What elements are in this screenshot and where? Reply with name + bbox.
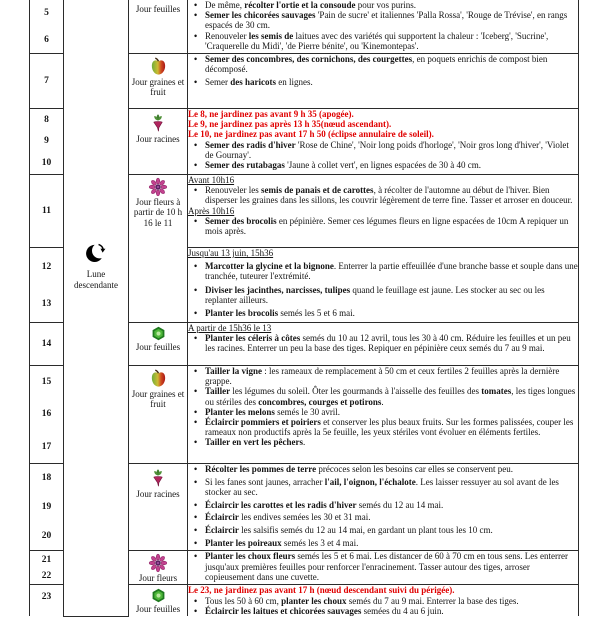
instruction-bullet — [188, 500, 578, 510]
bullet-marker-icon — [188, 417, 205, 437]
text-segment: , en poquets enrichis de compost bien décomposé. — [205, 54, 548, 75]
day-number-stack — [30, 323, 63, 365]
instruction-bullet — [188, 185, 578, 205]
moon-phase-label: Lune descendante — [74, 269, 118, 290]
text-segment: les salsifis semés du 12 au 14 mai, en gardant un plant tous les 10 cm. — [238, 525, 493, 536]
day-number: 21 — [41, 554, 52, 565]
instruction-bullet — [188, 366, 578, 386]
text-segment: concombres, courges et potirons — [258, 396, 382, 407]
time-heading — [188, 175, 578, 185]
day-number: 19 — [41, 501, 52, 512]
day-number-cell — [30, 248, 64, 323]
text-segment: Tailler — [205, 386, 231, 397]
day-number-cell — [30, 551, 64, 585]
instruction-bullet — [188, 216, 578, 236]
instruction-bullet — [188, 417, 578, 437]
text-segment: Marcotter la glycine et la bignone — [205, 261, 334, 272]
text-segment: des haricots — [230, 77, 276, 88]
text-segment: Après 10h16 — [188, 205, 235, 216]
radish-icon — [151, 112, 165, 133]
day-number-cell — [30, 323, 64, 366]
text-segment: Le 9, ne jardinez pas après 13 h 35(nœud ascendant). — [188, 119, 392, 130]
instruction-text — [205, 160, 578, 170]
calendar-section-row — [30, 0, 579, 54]
text-segment: Planter les melons — [205, 406, 275, 417]
text-segment: Tailler la vigne — [205, 366, 263, 376]
day-type-label: Jour graines et fruit — [131, 389, 185, 410]
instruction-text — [205, 31, 578, 51]
day-type-inner — [129, 551, 187, 583]
instructions-cell — [188, 175, 579, 248]
instruction-text — [205, 500, 578, 510]
text-segment: récolter l'ortie et la consoude — [244, 0, 356, 10]
instruction-bullet — [188, 437, 578, 447]
instruction-text — [205, 285, 578, 305]
day-type-inner — [129, 464, 187, 499]
text-segment: , à récolter de l'automne au début de l'hiver. Bien disperser les graines dans les sillons, les couvrir légèrement de terre fine. Tasser et arroser en douceur. — [205, 185, 573, 206]
instruction-text — [205, 464, 578, 474]
instruction-bullet — [188, 333, 578, 353]
bullet-marker-icon — [188, 464, 205, 474]
instruction-bullet — [188, 477, 578, 497]
instructions-cell — [188, 54, 579, 109]
day-type-inner — [129, 585, 187, 614]
day-number: 11 — [42, 206, 51, 216]
day-type-cell — [129, 464, 188, 551]
bullet-marker-icon — [188, 77, 205, 87]
bullet-marker-icon — [188, 54, 205, 74]
day-number: 6 — [44, 34, 49, 45]
text-segment: pour vos purins. — [355, 0, 417, 10]
day-number-cell — [30, 366, 64, 464]
text-segment: Planter les choux fleurs — [205, 551, 296, 562]
text-segment: . Enterrer la partie effeuillée d'une branche basse et souple dans une tranchée, tuteurer l'extrémité. — [205, 261, 578, 282]
text-segment: les endives semées les 30 et 31 mai. — [238, 512, 371, 523]
time-heading — [188, 206, 578, 216]
text-segment: semés du 10 au 12 avril, tous les 30 à 40 cm. Réduire les feuilles et un peu les racines. Enterrer un peu la base des tiges. Repiquer en pépinière ceux semés du 7 au 9 mai. — [205, 333, 571, 354]
day-type-label: Jour feuilles — [135, 604, 181, 615]
instruction-text — [205, 0, 578, 10]
day-number-stack — [30, 175, 63, 247]
bullet-marker-icon — [188, 407, 205, 417]
flower-icon — [149, 554, 167, 572]
text-segment: en pépinière. Semer ces légumes fleurs en ligne espacées de 10cm A repiquer un mois après. — [205, 215, 569, 237]
instruction-text — [205, 606, 578, 616]
instruction-text — [205, 185, 578, 205]
day-type-cell — [129, 366, 188, 464]
flower-icon — [149, 178, 167, 196]
instruction-text — [205, 386, 578, 406]
text-segment: planter les choux — [281, 595, 347, 606]
text-segment: Semer les chicorées sauvages — [205, 10, 316, 21]
bullet-marker-icon — [188, 0, 205, 10]
text-segment: l'ail, l'oignon, l'échalote — [324, 476, 416, 487]
radish-icon — [151, 467, 165, 488]
day-number: 18 — [41, 473, 52, 484]
bullet-marker-icon — [188, 308, 205, 318]
bullet-marker-icon — [188, 500, 205, 510]
day-number: 12 — [41, 261, 52, 272]
text-segment: 'Rose de Chine', 'Noir long poids d'horloge', 'Noir gros long d'hiver', 'Violet de Gournay'. — [205, 139, 569, 160]
instructions-cell — [188, 248, 579, 323]
bullet-marker-icon — [188, 596, 205, 606]
text-segment: Le 8, ne jardinez pas avant 9 h 35 (apogée). — [188, 109, 354, 119]
day-number-stack — [30, 248, 63, 322]
text-segment: Le 23, ne jardinez pas avant 17 h (nœud descendant suivi du périgée). — [188, 585, 455, 596]
instruction-bullet — [188, 10, 578, 30]
bullet-marker-icon — [188, 10, 205, 30]
day-number: 5 — [44, 8, 49, 19]
warning-line — [188, 109, 578, 119]
day-number: 10 — [41, 158, 52, 169]
bullet-marker-icon — [188, 140, 205, 160]
calendar-body — [30, 0, 579, 616]
instructions-cell — [188, 585, 579, 616]
text-segment: A partir de 15h36 le 13 — [188, 323, 272, 333]
apple-icon — [149, 57, 168, 76]
day-number: 9 — [44, 136, 49, 147]
text-segment: De même, — [205, 0, 245, 10]
warning-line — [188, 585, 578, 595]
warning-line — [188, 119, 578, 129]
text-segment: précoces selon les besoins car elles se conservent peu. — [316, 464, 514, 474]
instruction-bullet — [188, 261, 578, 281]
instruction-bullet — [188, 551, 578, 582]
text-segment: Semer des radis d'hiver — [205, 139, 296, 150]
text-segment: Semer des rutabagas — [205, 160, 285, 171]
text-segment: en lignes. — [276, 77, 313, 88]
bullet-marker-icon — [188, 538, 205, 548]
instruction-text — [205, 538, 578, 548]
instruction-bullet — [188, 596, 578, 606]
text-segment: Semer des concombres, des cornichons, des courgettes — [205, 54, 413, 64]
leaf-rosette-icon — [151, 326, 166, 341]
warning-line — [188, 129, 578, 139]
day-type-label: Jour fleurs à partir de 10 h 16 le 11 — [133, 197, 183, 228]
bullet-marker-icon — [188, 551, 205, 582]
day-number-cell — [30, 109, 64, 175]
instruction-text — [205, 417, 578, 437]
bullet-marker-icon — [188, 185, 205, 205]
day-number: 14 — [41, 339, 52, 349]
day-type-label: Jour racines — [136, 134, 180, 144]
text-segment: les légumes du soleil. Ôter les gourmands à l'aisselle des feuilles des — [230, 386, 482, 397]
day-type-label: Jour fleurs — [138, 573, 178, 584]
bullet-marker-icon — [188, 437, 205, 447]
instruction-bullet — [188, 54, 578, 74]
instruction-bullet — [188, 538, 578, 548]
bullet-marker-icon — [188, 477, 205, 497]
day-type-cell — [129, 109, 188, 175]
text-segment: tomates — [481, 386, 512, 397]
day-number: 7 — [44, 76, 49, 86]
text-segment: Planter les céleris à côtes — [205, 333, 301, 344]
day-number: 8 — [44, 114, 49, 125]
instruction-text — [205, 54, 578, 74]
text-segment: semés les 5 et 6 mai. Les distancer de 60 à 70 cm en tous sens. Les enterrer jusqu'aux premières feuilles pour renforcer l'enracinement. Tasser autour des tiges, arroser copieusement dans une cuvette. — [205, 551, 568, 582]
day-type-cell — [129, 323, 188, 366]
text-segment: et conserver les plus beaux fruits. Sur les formes palissées, couper les rameaux non productifs après la 5e feuille, les yeux stériles vont évoluer en éléments fertiles. — [205, 417, 574, 438]
bullet-marker-icon — [188, 261, 205, 281]
text-segment: 'Jaune à collet vert', en lignes espacées de 30 à 40 cm. — [284, 160, 482, 171]
instruction-bullet — [188, 525, 578, 535]
moon-block — [64, 242, 128, 290]
bullet-marker-icon — [188, 525, 205, 535]
text-segment: . Les laisser ressuyer au sol avant de les stocker au sec. — [205, 476, 559, 497]
instruction-text — [205, 437, 578, 447]
text-segment: Tous les 50 à 60 cm, — [205, 595, 282, 606]
text-segment: Éclaircir les carottes et les radis d'hiver — [205, 499, 357, 510]
text-segment: Semer — [205, 77, 231, 88]
instruction-text — [205, 512, 578, 522]
text-segment: . — [302, 437, 306, 448]
instruction-bullet — [188, 386, 578, 406]
day-number-stack — [30, 54, 63, 108]
day-number: 22 — [41, 571, 52, 582]
day-type-inner — [129, 366, 187, 410]
day-number-cell — [30, 464, 64, 551]
instruction-bullet — [188, 407, 578, 417]
text-segment: Éclaircir — [205, 525, 239, 536]
instruction-text — [205, 333, 578, 353]
text-segment: quand le feuillage est jaune. Les stocker au sec ou les replanter ailleurs. — [205, 284, 545, 305]
day-number-stack — [30, 464, 63, 550]
instruction-bullet — [188, 512, 578, 522]
bullet-marker-icon — [188, 366, 205, 386]
text-segment: Planter les poireaux — [205, 537, 282, 548]
text-segment: Le 10, ne jardinez pas avant 17 h 50 (éclipse annulaire de soleil). — [188, 129, 434, 140]
text-segment: Éclaircir les laitues et chicorées sauvages — [205, 605, 362, 616]
instructions-cell — [188, 366, 579, 464]
text-segment: Jusqu'au 13 juin, 15h36 — [188, 248, 274, 258]
instruction-text — [205, 216, 578, 236]
day-number-stack — [30, 109, 63, 174]
day-number-stack — [30, 551, 63, 584]
time-heading — [188, 323, 578, 333]
text-segment: Renouveler les — [205, 185, 261, 196]
day-number: 13 — [41, 298, 52, 309]
bullet-marker-icon — [188, 333, 205, 353]
day-number-cell — [30, 0, 64, 54]
instruction-bullet — [188, 464, 578, 474]
day-type-cell — [129, 0, 188, 54]
instructions-cell — [188, 0, 579, 54]
instruction-bullet — [188, 285, 578, 305]
instruction-bullet — [188, 140, 578, 160]
day-type-inner — [129, 109, 187, 144]
text-segment: 'Pain de sucre' et italiennes 'Palla Rossa', 'Rouge de Trévise', en rangs espacés de 30 cm. — [205, 10, 568, 31]
instruction-bullet — [188, 77, 578, 87]
text-segment: , les tiges longues ou stériles des — [205, 386, 576, 407]
bullet-marker-icon — [188, 216, 205, 236]
text-segment: Éclaircir — [205, 512, 239, 523]
instructions-cell — [188, 109, 579, 175]
instruction-text — [205, 366, 578, 386]
bullet-marker-icon — [188, 386, 205, 406]
day-type-label: Jour racines — [136, 489, 180, 499]
day-number: 20 — [41, 530, 52, 541]
text-segment: Si les fanes sont jaunes, arracher — [205, 476, 325, 487]
bullet-marker-icon — [188, 285, 205, 305]
day-number: 15 — [41, 377, 52, 388]
day-number-cell — [30, 54, 64, 109]
text-segment: Avant 10h16 — [188, 175, 235, 185]
time-heading — [188, 248, 578, 258]
day-number-stack — [30, 366, 63, 463]
text-segment: Récolter les pommes de terre — [205, 464, 317, 474]
instruction-bullet — [188, 160, 578, 170]
text-segment: Planter les brocolis — [205, 308, 279, 319]
day-type-cell — [129, 585, 188, 616]
bullet-marker-icon — [188, 31, 205, 51]
text-segment: . — [381, 396, 384, 407]
day-type-cell — [129, 175, 188, 323]
instruction-text — [205, 308, 578, 318]
text-segment: semées du 4 au 6 juin. — [361, 605, 444, 616]
text-segment: Tailler en vert les pêchers — [205, 437, 303, 448]
text-segment: semis de panais et de carottes — [260, 185, 374, 196]
instruction-text — [205, 525, 578, 535]
text-segment: laitues avec des variétés qui supportent la chaleur : 'Iceberg', 'Sucrine', 'Craquerelle du Midi', 'de Pierre bénite', ou 'Kinemontepas'. — [205, 30, 549, 51]
text-segment: Semer des brocolis — [205, 215, 277, 226]
instruction-text — [205, 407, 578, 417]
text-segment: semés le 30 avril. — [274, 406, 341, 417]
leaf-rosette-icon — [151, 588, 166, 603]
instruction-text — [205, 10, 578, 30]
bullet-marker-icon — [188, 606, 205, 616]
waning-moon-icon — [85, 242, 107, 264]
text-segment: les semis de — [248, 30, 294, 41]
text-segment: Renouveler — [205, 30, 249, 41]
moon-phase-cell — [64, 0, 129, 616]
day-number-cell — [30, 175, 64, 248]
day-type-cell — [129, 54, 188, 109]
instruction-bullet — [188, 31, 578, 51]
text-segment: Diviser les jacinthes, narcisses, tulipes — [205, 284, 351, 295]
day-type-label: Jour graines et fruit — [131, 77, 185, 98]
day-number: 23 — [41, 592, 52, 603]
instruction-text — [205, 77, 578, 87]
instruction-bullet — [188, 308, 578, 318]
text-segment: semés du 12 au 14 mai. — [356, 499, 444, 510]
day-number-cell — [30, 585, 64, 616]
day-type-label: Jour feuilles — [135, 4, 181, 14]
day-type-cell — [129, 551, 188, 585]
day-type-inner — [129, 54, 187, 98]
instructions-cell — [188, 323, 579, 366]
day-type-inner — [129, 175, 187, 228]
instruction-text — [205, 261, 578, 281]
text-segment: semés du 7 au 9 mai. Enterrer la base des tiges. — [346, 595, 519, 606]
bullet-marker-icon — [188, 512, 205, 522]
instructions-cell — [188, 551, 579, 585]
text-segment: semés les 5 et 6 mai. — [278, 308, 355, 319]
apple-icon — [149, 369, 168, 388]
instruction-text — [205, 140, 578, 160]
bullet-marker-icon — [188, 160, 205, 170]
day-number: 16 — [41, 409, 52, 420]
day-number: 17 — [41, 441, 52, 452]
instruction-bullet — [188, 0, 578, 10]
instruction-text — [205, 477, 578, 497]
text-segment: Éclaircir pommiers et poiriers — [205, 417, 321, 428]
text-segment: : les rameaux de remplacement à 50 cm et ceux fertiles 2 feuilles après la dernière grappe. — [205, 366, 560, 387]
day-number-stack — [30, 0, 63, 53]
instruction-text — [205, 551, 578, 582]
day-type-inner — [129, 323, 187, 352]
day-type-label: Jour feuilles — [135, 342, 181, 352]
instruction-text — [205, 596, 578, 606]
instruction-bullet — [188, 606, 578, 616]
day-number-stack — [30, 585, 63, 609]
instructions-cell — [188, 464, 579, 551]
day-type-inner — [129, 0, 187, 14]
text-segment: semés les 3 et 4 mai. — [281, 537, 359, 548]
lunar-gardening-calendar-table — [29, 0, 579, 617]
